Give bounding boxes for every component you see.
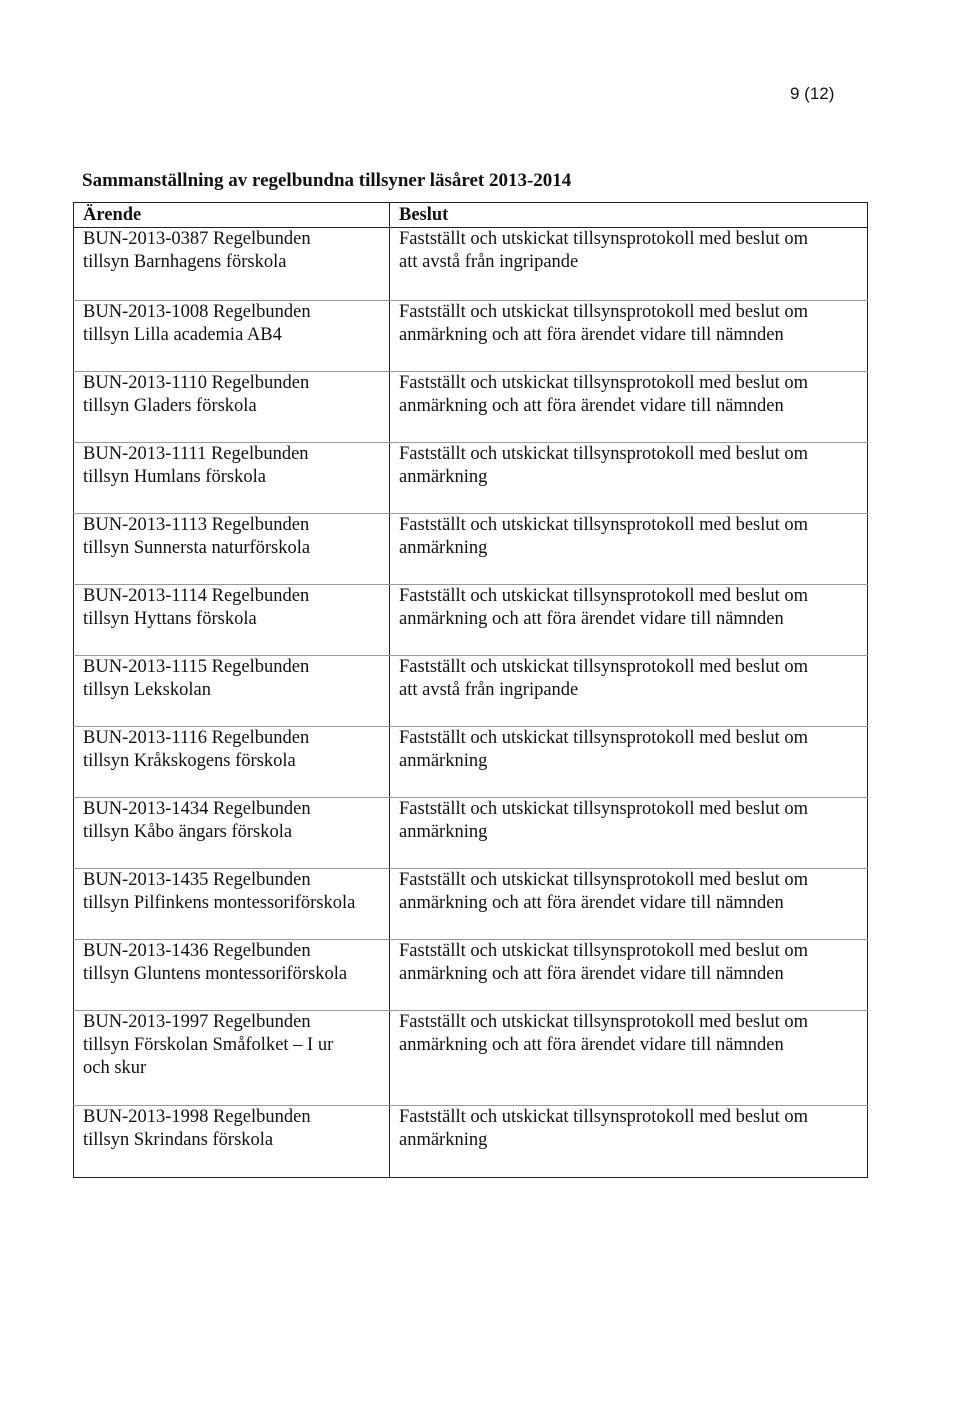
arende-cell [74,1011,390,1106]
beslut-cell [390,798,868,869]
beslut-line: anmärkning och att föra ärendet vidare till nämnden [399,964,784,984]
arende-line: tillsyn Pilfinkens montessoriförskola [83,893,356,913]
arende-line: BUN-2013-0387 Regelbunden [83,229,311,249]
arende-line: BUN-2013-1435 Regelbunden [83,870,311,890]
arende-line: tillsyn Lekskolan [83,680,211,700]
arende-line: BUN-2013-1434 Regelbunden [83,799,311,819]
arende-line: tillsyn Barnhagens förskola [83,252,287,272]
arende-line: tillsyn Hyttans förskola [83,609,257,629]
beslut-line: anmärkning [399,751,488,771]
arende-cell [74,656,390,727]
arende-cell [74,869,390,940]
beslut-line: Fastställt och utskickat tillsynsprotokoll med beslut om [399,302,809,322]
arende-cell [74,798,390,869]
arende-line: tillsyn Gluntens montessoriförskola [83,964,348,984]
beslut-cell [390,301,868,372]
table-row [74,372,868,443]
table-row [74,656,868,727]
beslut-line: Fastställt och utskickat tillsynsprotokoll med beslut om [399,586,809,606]
page-number: 9 (12) [790,84,835,103]
arende-line: BUN-2013-1436 Regelbunden [83,941,311,961]
beslut-line: anmärkning och att föra ärendet vidare till nämnden [399,893,784,913]
arende-line: BUN-2013-1115 Regelbunden [83,657,310,677]
arende-line: tillsyn Sunnersta naturförskola [83,538,311,558]
beslut-cell [390,869,868,940]
table-row [74,1106,868,1178]
arende-line: tillsyn Gladers förskola [83,396,257,416]
table-header-row [74,203,868,228]
beslut-line: anmärkning och att föra ärendet vidare till nämnden [399,325,784,345]
beslut-line: Fastställt och utskickat tillsynsprotokoll med beslut om [399,444,809,464]
arende-line: BUN-2013-1114 Regelbunden [83,586,310,606]
table-row [74,798,868,869]
beslut-cell [390,1106,868,1178]
column-header-beslut: Beslut [390,203,868,228]
arende-cell [74,585,390,656]
arende-cell [74,1106,390,1178]
beslut-cell [390,585,868,656]
beslut-cell [390,656,868,727]
table-row [74,940,868,1011]
arende-line: BUN-2013-1997 Regelbunden [83,1012,311,1032]
beslut-line: anmärkning och att föra ärendet vidare till nämnden [399,396,784,416]
arende-line: tillsyn Lilla academia AB4 [83,325,282,345]
table-row [74,301,868,372]
table-row [74,585,868,656]
beslut-line: anmärkning [399,538,488,558]
beslut-cell [390,443,868,514]
beslut-line: att avstå från ingripande [399,680,579,700]
beslut-line: Fastställt och utskickat tillsynsprotokoll med beslut om [399,728,809,748]
beslut-cell [390,372,868,443]
arende-line: BUN-2013-1111 Regelbunden [83,444,309,464]
beslut-cell [390,228,868,301]
arende-cell [74,727,390,798]
beslut-line: anmärkning och att föra ärendet vidare till nämnden [399,609,784,629]
beslut-line: Fastställt och utskickat tillsynsprotokoll med beslut om [399,515,809,535]
beslut-line: Fastställt och utskickat tillsynsprotokoll med beslut om [399,373,809,393]
arende-line: BUN-2013-1998 Regelbunden [83,1107,311,1127]
arende-line: tillsyn Kråkskogens förskola [83,751,296,771]
beslut-line: Fastställt och utskickat tillsynsprotokoll med beslut om [399,1107,809,1127]
arende-line: BUN-2013-1116 Regelbunden [83,728,310,748]
decisions-table [73,202,868,1178]
beslut-line: Fastställt och utskickat tillsynsprotokoll med beslut om [399,657,809,677]
arende-line: tillsyn Förskolan Småfolket – I ur [83,1035,334,1055]
arende-line: tillsyn Skrindans förskola [83,1130,274,1150]
beslut-line: anmärkning [399,822,488,842]
arende-cell [74,228,390,301]
arende-line: och skur [83,1058,147,1078]
arende-cell [74,940,390,1011]
table-row [74,727,868,798]
beslut-line: anmärkning [399,1130,488,1150]
document-title: Sammanställning av regelbundna tillsyner läsåret 2013-2014 [82,170,572,191]
beslut-line: Fastställt och utskickat tillsynsprotokoll med beslut om [399,229,809,249]
beslut-cell [390,1011,868,1106]
arende-cell [74,443,390,514]
table-row [74,514,868,585]
arende-line: BUN-2013-1008 Regelbunden [83,302,311,322]
beslut-line: Fastställt och utskickat tillsynsprotokoll med beslut om [399,799,809,819]
table-row [74,1011,868,1106]
table-row [74,869,868,940]
beslut-line: Fastställt och utskickat tillsynsprotokoll med beslut om [399,1012,809,1032]
table-body [74,228,868,1178]
beslut-line: anmärkning [399,467,488,487]
arende-cell [74,301,390,372]
arende-line: BUN-2013-1110 Regelbunden [83,373,310,393]
arende-cell [74,514,390,585]
beslut-cell [390,514,868,585]
beslut-cell [390,940,868,1011]
column-header-arende: Ärende [74,203,390,228]
table-row [74,228,868,301]
arende-line: BUN-2013-1113 Regelbunden [83,515,310,535]
arende-cell [74,372,390,443]
beslut-line: att avstå från ingripande [399,252,579,272]
beslut-cell [390,727,868,798]
beslut-line: Fastställt och utskickat tillsynsprotokoll med beslut om [399,941,809,961]
arende-line: tillsyn Kåbo ängars förskola [83,822,293,842]
beslut-line: Fastställt och utskickat tillsynsprotokoll med beslut om [399,870,809,890]
beslut-line: anmärkning och att föra ärendet vidare till nämnden [399,1035,784,1055]
arende-line: tillsyn Humlans förskola [83,467,266,487]
table-row [74,443,868,514]
